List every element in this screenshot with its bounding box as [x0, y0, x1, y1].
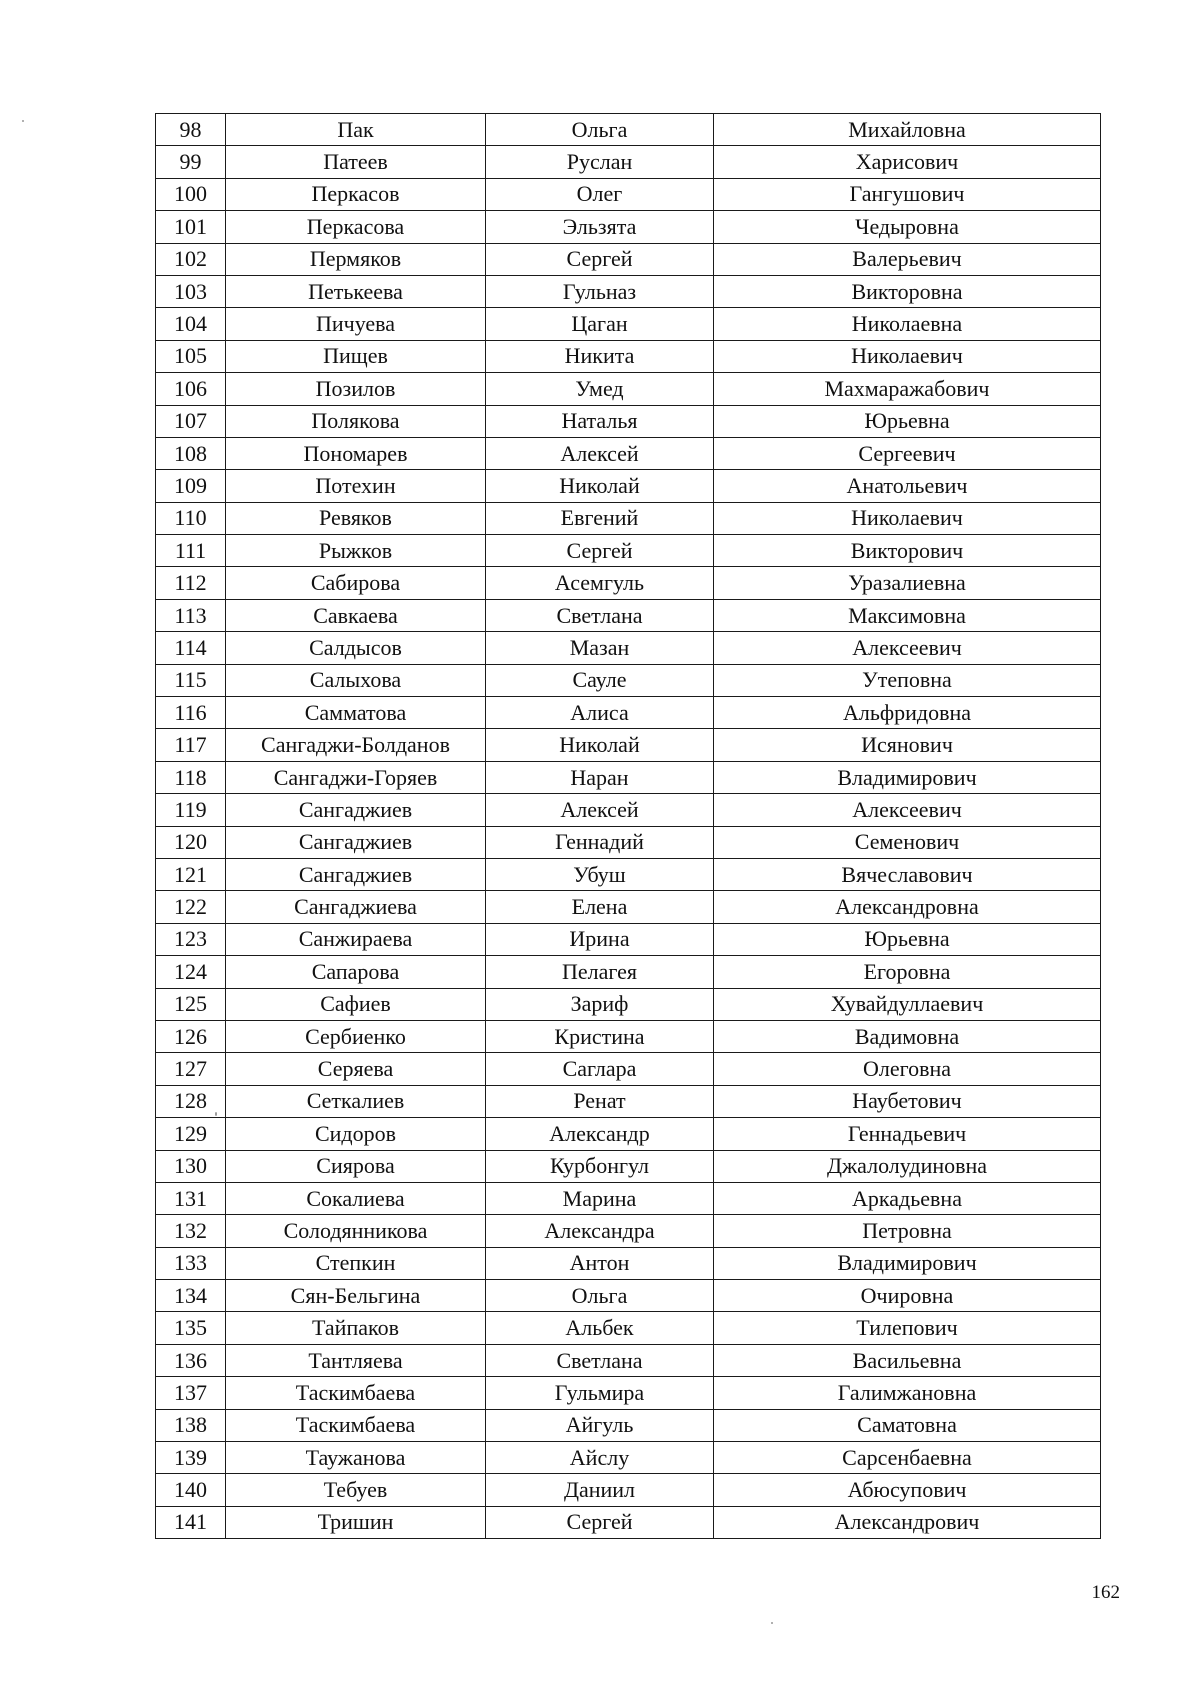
patronymic-cell: Михайловна — [714, 114, 1101, 146]
first-name-cell: Айслу — [486, 1442, 714, 1474]
row-number-cell: 131 — [156, 1182, 226, 1214]
patronymic-cell: Чедыровна — [714, 211, 1101, 243]
row-number-cell: 116 — [156, 697, 226, 729]
row-number-cell: 109 — [156, 470, 226, 502]
table-row — [156, 1118, 1101, 1150]
first-name-cell: Ренат — [486, 1085, 714, 1117]
table-row — [156, 923, 1101, 955]
first-name-cell: Светлана — [486, 599, 714, 631]
patronymic-cell: Тилепович — [714, 1312, 1101, 1344]
patronymic-cell: Джалолудиновна — [714, 1150, 1101, 1182]
row-number-cell: 122 — [156, 891, 226, 923]
last-name-cell: Таужанова — [226, 1442, 486, 1474]
table-row — [156, 1377, 1101, 1409]
row-number-cell: 135 — [156, 1312, 226, 1344]
row-number-cell: 136 — [156, 1344, 226, 1376]
last-name-cell: Степкин — [226, 1247, 486, 1279]
first-name-cell: Евгений — [486, 502, 714, 534]
patronymic-cell: Валерьевич — [714, 243, 1101, 275]
patronymic-cell: Абюсупович — [714, 1474, 1101, 1506]
table-row — [156, 567, 1101, 599]
last-name-cell: Пономарев — [226, 437, 486, 469]
patronymic-cell: Алексеевич — [714, 794, 1101, 826]
row-number-cell: 133 — [156, 1247, 226, 1279]
row-number-cell: 129 — [156, 1118, 226, 1150]
row-number-cell: 113 — [156, 599, 226, 631]
patronymic-cell: Гангушович — [714, 178, 1101, 210]
patronymic-cell: Владимирович — [714, 761, 1101, 793]
last-name-cell: Сангаджи-Болданов — [226, 729, 486, 761]
patronymic-cell: Максимовна — [714, 599, 1101, 631]
first-name-cell: Руслан — [486, 146, 714, 178]
patronymic-cell: Саматовна — [714, 1409, 1101, 1441]
last-name-cell: Сапарова — [226, 956, 486, 988]
last-name-cell: Сангаджи-Горяев — [226, 761, 486, 793]
row-number-cell: 102 — [156, 243, 226, 275]
last-name-cell: Сангаджиева — [226, 891, 486, 923]
table-row — [156, 1085, 1101, 1117]
table-row — [156, 275, 1101, 307]
row-number-cell: 137 — [156, 1377, 226, 1409]
row-number-cell: 103 — [156, 275, 226, 307]
table-row — [156, 502, 1101, 534]
table-row — [156, 1409, 1101, 1441]
last-name-cell: Пичуева — [226, 308, 486, 340]
table-row — [156, 1280, 1101, 1312]
first-name-cell: Даниил — [486, 1474, 714, 1506]
patronymic-cell: Семенович — [714, 826, 1101, 858]
last-name-cell: Рыжков — [226, 535, 486, 567]
first-name-cell: Наран — [486, 761, 714, 793]
patronymic-cell: Владимирович — [714, 1247, 1101, 1279]
patronymic-cell: Егоровна — [714, 956, 1101, 988]
last-name-cell: Сангаджиев — [226, 858, 486, 890]
first-name-cell: Сергей — [486, 535, 714, 567]
last-name-cell: Сабирова — [226, 567, 486, 599]
patronymic-cell: Альфридовна — [714, 697, 1101, 729]
row-number-cell: 107 — [156, 405, 226, 437]
name-list-table — [155, 113, 1101, 1539]
patronymic-cell: Александровна — [714, 891, 1101, 923]
patronymic-cell: Наубетович — [714, 1085, 1101, 1117]
row-number-cell: 118 — [156, 761, 226, 793]
last-name-cell: Салыхова — [226, 664, 486, 696]
patronymic-cell: Утеповна — [714, 664, 1101, 696]
first-name-cell: Никита — [486, 340, 714, 372]
scan-speck — [771, 1622, 773, 1624]
first-name-cell: Курбонгул — [486, 1150, 714, 1182]
patronymic-cell: Юрьевна — [714, 923, 1101, 955]
patronymic-cell: Николаевич — [714, 340, 1101, 372]
row-number-cell: 140 — [156, 1474, 226, 1506]
patronymic-cell: Викторович — [714, 535, 1101, 567]
table-row — [156, 1053, 1101, 1085]
scan-speck — [22, 120, 24, 122]
first-name-cell: Марина — [486, 1182, 714, 1214]
row-number-cell: 112 — [156, 567, 226, 599]
first-name-cell: Ольга — [486, 1280, 714, 1312]
table-row — [156, 858, 1101, 890]
scan-speck — [215, 1112, 217, 1116]
last-name-cell: Солодянникова — [226, 1215, 486, 1247]
table-row — [156, 664, 1101, 696]
name-list-body — [156, 114, 1101, 1539]
patronymic-cell: Викторовна — [714, 275, 1101, 307]
table-row — [156, 729, 1101, 761]
last-name-cell: Тришин — [226, 1506, 486, 1538]
table-row — [156, 1215, 1101, 1247]
first-name-cell: Асемгуль — [486, 567, 714, 599]
table-row — [156, 340, 1101, 372]
patronymic-cell: Харисович — [714, 146, 1101, 178]
last-name-cell: Ревяков — [226, 502, 486, 534]
row-number-cell: 123 — [156, 923, 226, 955]
table-row — [156, 956, 1101, 988]
first-name-cell: Ирина — [486, 923, 714, 955]
first-name-cell: Эльзята — [486, 211, 714, 243]
table-row — [156, 470, 1101, 502]
row-number-cell: 110 — [156, 502, 226, 534]
first-name-cell: Гульназ — [486, 275, 714, 307]
first-name-cell: Сергей — [486, 243, 714, 275]
first-name-cell: Умед — [486, 373, 714, 405]
row-number-cell: 124 — [156, 956, 226, 988]
first-name-cell: Александр — [486, 1118, 714, 1150]
row-number-cell: 126 — [156, 1020, 226, 1052]
row-number-cell: 132 — [156, 1215, 226, 1247]
row-number-cell: 134 — [156, 1280, 226, 1312]
first-name-cell: Николай — [486, 729, 714, 761]
last-name-cell: Сиярова — [226, 1150, 486, 1182]
patronymic-cell: Юрьевна — [714, 405, 1101, 437]
table-row — [156, 988, 1101, 1020]
first-name-cell: Саглара — [486, 1053, 714, 1085]
row-number-cell: 115 — [156, 664, 226, 696]
row-number-cell: 108 — [156, 437, 226, 469]
first-name-cell: Сергей — [486, 1506, 714, 1538]
first-name-cell: Николай — [486, 470, 714, 502]
first-name-cell: Гульмира — [486, 1377, 714, 1409]
first-name-cell: Елена — [486, 891, 714, 923]
table-row — [156, 1182, 1101, 1214]
row-number-cell: 98 — [156, 114, 226, 146]
last-name-cell: Перкасов — [226, 178, 486, 210]
row-number-cell: 106 — [156, 373, 226, 405]
table-row — [156, 146, 1101, 178]
table-row — [156, 243, 1101, 275]
patronymic-cell: Вадимовна — [714, 1020, 1101, 1052]
table-row — [156, 826, 1101, 858]
patronymic-cell: Уразалиевна — [714, 567, 1101, 599]
first-name-cell: Сауле — [486, 664, 714, 696]
table-row — [156, 891, 1101, 923]
last-name-cell: Таскимбаева — [226, 1377, 486, 1409]
patronymic-cell: Исянович — [714, 729, 1101, 761]
row-number-cell: 139 — [156, 1442, 226, 1474]
table-row — [156, 1474, 1101, 1506]
last-name-cell: Сеткалиев — [226, 1085, 486, 1117]
first-name-cell: Зариф — [486, 988, 714, 1020]
row-number-cell: 119 — [156, 794, 226, 826]
patronymic-cell: Галимжановна — [714, 1377, 1101, 1409]
first-name-cell: Олег — [486, 178, 714, 210]
patronymic-cell: Хувайдуллаевич — [714, 988, 1101, 1020]
last-name-cell: Петькеева — [226, 275, 486, 307]
last-name-cell: Пак — [226, 114, 486, 146]
patronymic-cell: Сергеевич — [714, 437, 1101, 469]
last-name-cell: Пермяков — [226, 243, 486, 275]
last-name-cell: Пищев — [226, 340, 486, 372]
table-row — [156, 632, 1101, 664]
patronymic-cell: Очировна — [714, 1280, 1101, 1312]
first-name-cell: Антон — [486, 1247, 714, 1279]
table-row — [156, 1442, 1101, 1474]
patronymic-cell: Сарсенбаевна — [714, 1442, 1101, 1474]
first-name-cell: Убуш — [486, 858, 714, 890]
last-name-cell: Патеев — [226, 146, 486, 178]
table-row — [156, 1506, 1101, 1538]
row-number-cell: 127 — [156, 1053, 226, 1085]
row-number-cell: 101 — [156, 211, 226, 243]
row-number-cell: 141 — [156, 1506, 226, 1538]
row-number-cell: 111 — [156, 535, 226, 567]
first-name-cell: Кристина — [486, 1020, 714, 1052]
table-row — [156, 794, 1101, 826]
patronymic-cell: Николаевич — [714, 502, 1101, 534]
row-number-cell: 125 — [156, 988, 226, 1020]
row-number-cell: 120 — [156, 826, 226, 858]
table-row — [156, 405, 1101, 437]
first-name-cell: Алексей — [486, 794, 714, 826]
table-row — [156, 1312, 1101, 1344]
last-name-cell: Тебуев — [226, 1474, 486, 1506]
last-name-cell: Тайпаков — [226, 1312, 486, 1344]
last-name-cell: Полякова — [226, 405, 486, 437]
last-name-cell: Потехин — [226, 470, 486, 502]
row-number-cell: 114 — [156, 632, 226, 664]
patronymic-cell: Вячеславович — [714, 858, 1101, 890]
last-name-cell: Перкасова — [226, 211, 486, 243]
patronymic-cell: Васильевна — [714, 1344, 1101, 1376]
last-name-cell: Тантляева — [226, 1344, 486, 1376]
last-name-cell: Таскимбаева — [226, 1409, 486, 1441]
table-row — [156, 114, 1101, 146]
table-row — [156, 599, 1101, 631]
patronymic-cell: Алексеевич — [714, 632, 1101, 664]
row-number-cell: 100 — [156, 178, 226, 210]
first-name-cell: Наталья — [486, 405, 714, 437]
row-number-cell: 130 — [156, 1150, 226, 1182]
patronymic-cell: Аркадьевна — [714, 1182, 1101, 1214]
last-name-cell: Сафиев — [226, 988, 486, 1020]
row-number-cell: 105 — [156, 340, 226, 372]
patronymic-cell: Николаевна — [714, 308, 1101, 340]
table-row — [156, 697, 1101, 729]
table-row — [156, 535, 1101, 567]
patronymic-cell: Олеговна — [714, 1053, 1101, 1085]
page-number: 162 — [1091, 1582, 1120, 1603]
last-name-cell: Серяева — [226, 1053, 486, 1085]
table-row — [156, 1020, 1101, 1052]
row-number-cell: 138 — [156, 1409, 226, 1441]
table-row — [156, 1344, 1101, 1376]
first-name-cell: Цаган — [486, 308, 714, 340]
first-name-cell: Мазан — [486, 632, 714, 664]
first-name-cell: Айгуль — [486, 1409, 714, 1441]
table-row — [156, 308, 1101, 340]
last-name-cell: Салдысов — [226, 632, 486, 664]
table-row — [156, 211, 1101, 243]
row-number-cell: 99 — [156, 146, 226, 178]
row-number-cell: 121 — [156, 858, 226, 890]
last-name-cell: Сербиенко — [226, 1020, 486, 1052]
table-row — [156, 1247, 1101, 1279]
table-row — [156, 178, 1101, 210]
patronymic-cell: Геннадьевич — [714, 1118, 1101, 1150]
patronymic-cell: Александрович — [714, 1506, 1101, 1538]
last-name-cell: Санжираева — [226, 923, 486, 955]
last-name-cell: Сангаджиев — [226, 794, 486, 826]
last-name-cell: Савкаева — [226, 599, 486, 631]
first-name-cell: Светлана — [486, 1344, 714, 1376]
row-number-cell: 104 — [156, 308, 226, 340]
table-row — [156, 373, 1101, 405]
first-name-cell: Алиса — [486, 697, 714, 729]
row-number-cell: 117 — [156, 729, 226, 761]
last-name-cell: Позилов — [226, 373, 486, 405]
first-name-cell: Пелагея — [486, 956, 714, 988]
first-name-cell: Ольга — [486, 114, 714, 146]
row-number-cell: 128 — [156, 1085, 226, 1117]
table-row — [156, 761, 1101, 793]
table-row — [156, 1150, 1101, 1182]
first-name-cell: Александра — [486, 1215, 714, 1247]
last-name-cell: Сокалиева — [226, 1182, 486, 1214]
patronymic-cell: Анатольевич — [714, 470, 1101, 502]
patronymic-cell: Махмаражабович — [714, 373, 1101, 405]
last-name-cell: Сангаджиев — [226, 826, 486, 858]
last-name-cell: Сян-Бельгина — [226, 1280, 486, 1312]
first-name-cell: Альбек — [486, 1312, 714, 1344]
table-row — [156, 437, 1101, 469]
patronymic-cell: Петровна — [714, 1215, 1101, 1247]
first-name-cell: Алексей — [486, 437, 714, 469]
last-name-cell: Самматова — [226, 697, 486, 729]
last-name-cell: Сидоров — [226, 1118, 486, 1150]
first-name-cell: Геннадий — [486, 826, 714, 858]
